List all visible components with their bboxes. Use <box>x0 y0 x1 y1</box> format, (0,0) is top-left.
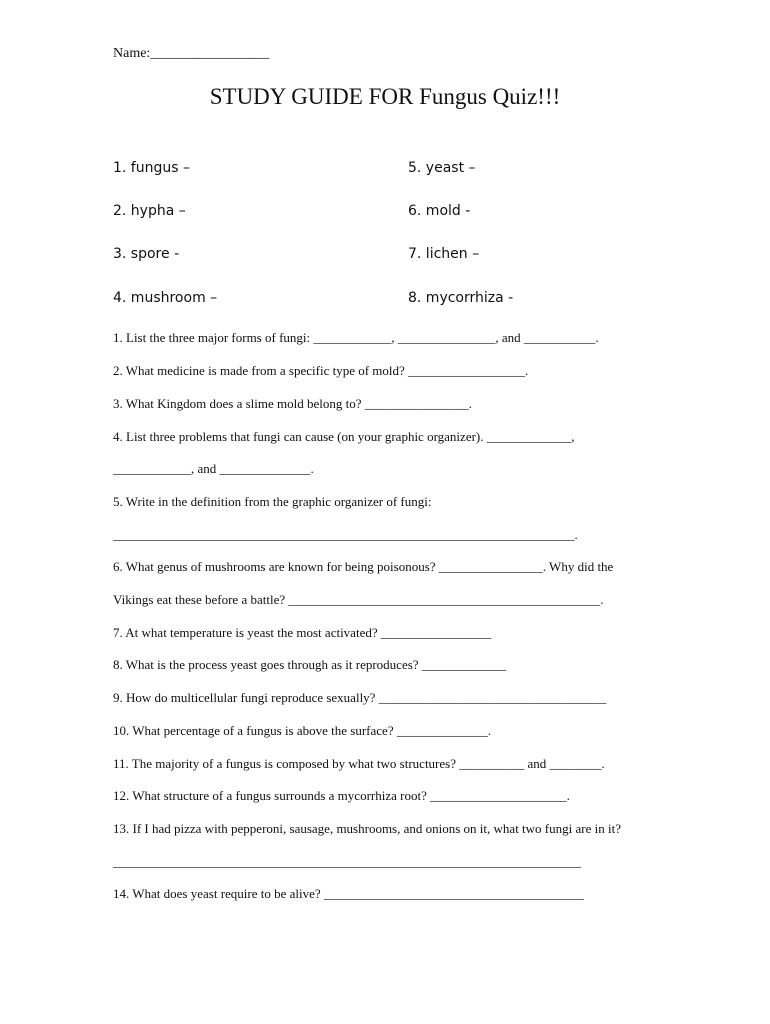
question-1: 1. List the three major forms of fungi: ____________, _______________, and ___________. <box>113 330 599 345</box>
question-5-answer-line: _______________________________________________________________________. <box>113 527 578 542</box>
vocab-term-mycorrhiza: 8. mycorrhiza - <box>408 290 514 306</box>
question-6-continued: Vikings eat these before a battle? ________________________________________________. <box>113 592 604 607</box>
vocab-term-fungus: 1. fungus – <box>113 160 190 176</box>
question-11: 11. The majority of a fungus is composed by what two structures? __________ and ________. <box>113 756 605 771</box>
question-4: 4. List three problems that fungi can cause (on your graphic organizer). _____________, <box>113 429 575 444</box>
question-6: 6. What genus of mushrooms are known for being poisonous? ________________. Why did the <box>113 559 614 574</box>
question-13: 13. If I had pizza with pepperoni, sausage, mushrooms, and onions on it, what two fungi are in it? <box>113 821 621 836</box>
vocab-term-mushroom: 4. mushroom – <box>113 290 218 306</box>
question-14: 14. What does yeast require to be alive? ________________________________________ <box>113 886 584 901</box>
question-5: 5. Write in the definition from the graphic organizer of fungi: <box>113 494 432 509</box>
question-13-answer-line: ________________________________________________________________________ <box>113 854 581 869</box>
question-10: 10. What percentage of a fungus is above the surface? ______________. <box>113 723 492 738</box>
name-line: Name:_________________ <box>113 46 270 61</box>
question-9: 9. How do multicellular fungi reproduce sexually? ___________________________________ <box>113 690 607 705</box>
question-7: 7. At what temperature is yeast the most activated? _________________ <box>113 625 492 640</box>
vocab-term-yeast: 5. yeast – <box>408 160 476 176</box>
question-2: 2. What medicine is made from a specific type of mold? __________________. <box>113 363 529 378</box>
vocab-term-mold: 6. mold - <box>408 203 471 219</box>
question-8: 8. What is the process yeast goes through as it reproduces? _____________ <box>113 657 507 672</box>
vocab-term-lichen: 7. lichen – <box>408 246 480 262</box>
question-12: 12. What structure of a fungus surrounds a mycorrhiza root? _____________________. <box>113 788 570 803</box>
question-3: 3. What Kingdom does a slime mold belong to? ________________. <box>113 396 473 411</box>
page-title: STUDY GUIDE FOR Fungus Quiz!!! <box>209 84 561 109</box>
question-4-continued: ____________, and ______________. <box>113 461 314 476</box>
vocab-term-spore: 3. spore - <box>113 246 180 262</box>
vocab-term-hypha: 2. hypha – <box>113 203 186 219</box>
